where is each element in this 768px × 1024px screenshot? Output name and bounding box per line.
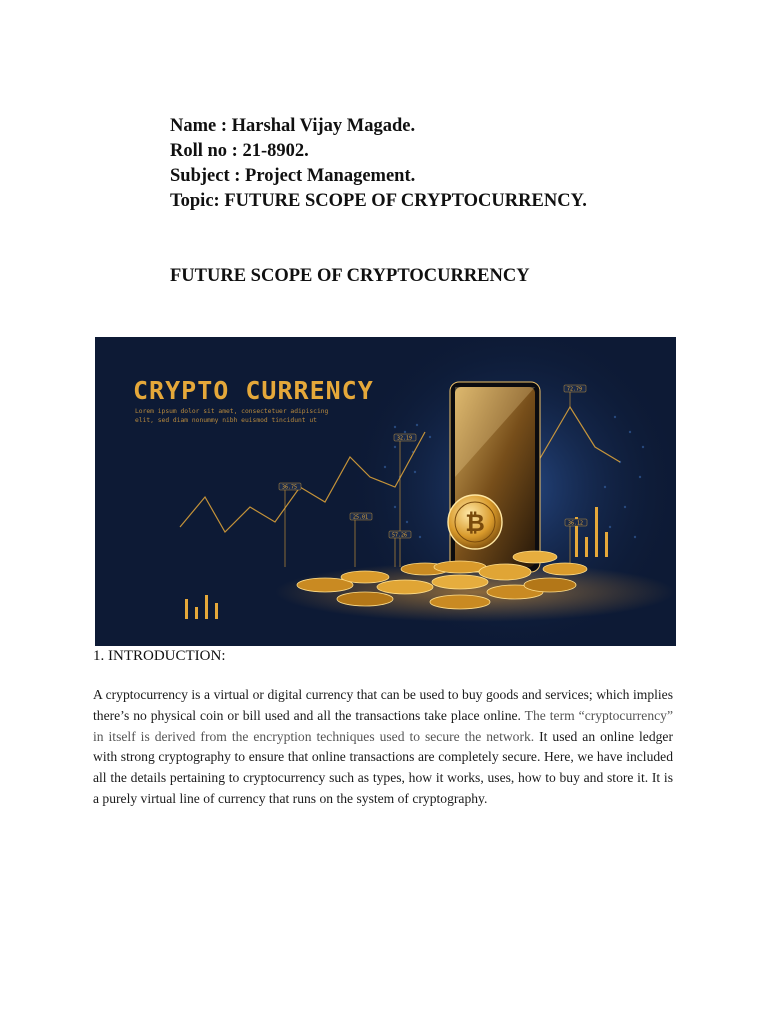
intro-text-part1: A cryptocurrency is a virtual or digital currency that can be used to buy goods and services; which implies there’s no physical coin or bill used and all the transactions take place online. [93,687,673,723]
svg-text:₿: ₿ [465,509,485,537]
document-title: FUTURE SCOPE OF CRYPTOCURRENCY [170,266,530,286]
topic-line: Topic: FUTURE SCOPE OF CRYPTOCURRENCY. [170,191,587,211]
banner-subtext-1: Lorem ipsum dolor sit amet, consectetuer adipiscing [135,408,329,415]
intro-text-part2: The term “cryptocurrency” in itself is derived from the encryption techniques used to secure the network. [93,707,673,744]
tag-label: 32.19 [397,435,413,442]
tag-5726 [389,531,411,539]
tag-label: 36.75 [282,484,298,491]
tag-label: 72.79 [567,386,583,393]
banner-heading: CRYPTO CURRENCY [133,376,374,405]
subject-line: Subject : Project Management. [170,166,416,186]
tag-3219 [394,434,416,442]
intro-text-part3: It used an online ledger with strong cryptography to ensure that online transactions are completely secure. Here, we have included all the details pertaining to cryptocurrency such as types, how it works, uses, how to buy and store it. It is a purely virtual line of currency that runs on the system of cryptography. [93,728,673,806]
tag-7279 [564,385,586,393]
name-line: Name : Harshal Vijay Magade. [170,116,416,136]
tag-3612 [565,519,587,527]
tag-2501 [350,513,372,521]
bitcoin-icon [448,495,502,549]
tag-label: 57.26 [392,532,408,539]
tag-3675 [279,483,301,491]
tag-label: 25.01 [353,514,369,521]
document-header [170,114,587,214]
tag-label: 36.12 [568,520,584,527]
introduction-paragraph [93,685,673,810]
roll-number-line: Roll no : 21-8902. [170,141,309,161]
banner-subtext-2: elit, sed diam nonummy nibh euismod tincidunt ut [135,417,317,424]
introduction-heading: 1. INTRODUCTION: [93,648,226,664]
crypto-banner-image [95,337,676,646]
